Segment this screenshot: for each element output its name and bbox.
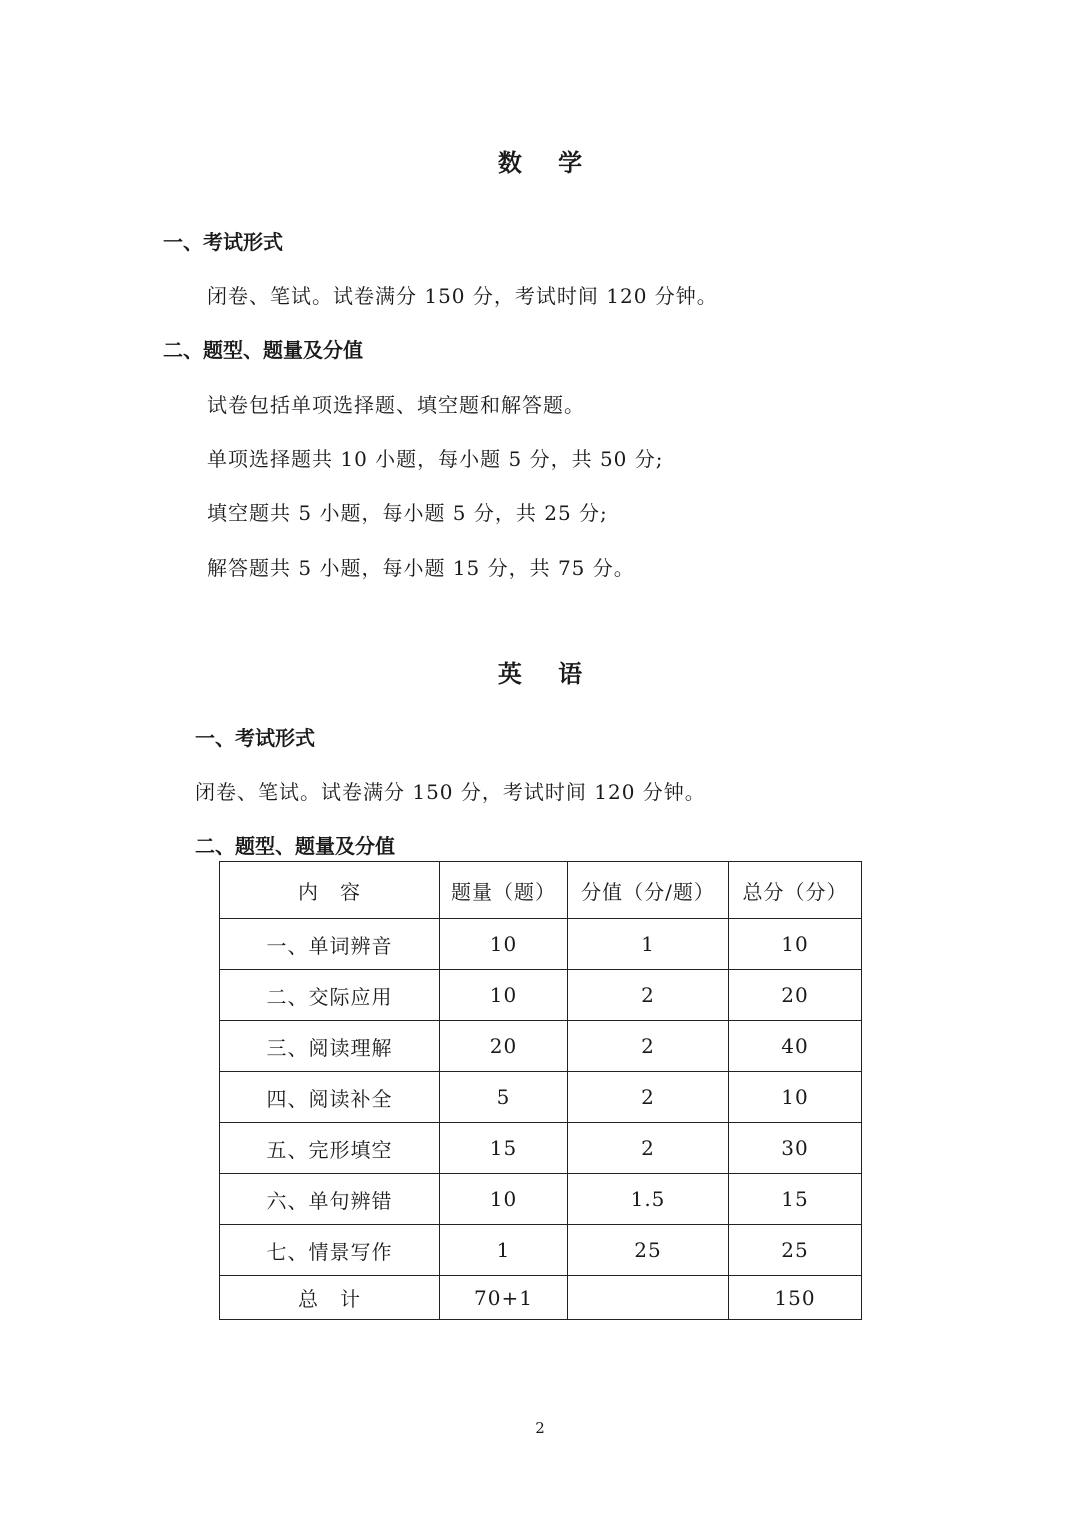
table-cell-points-each: 2 bbox=[568, 1123, 729, 1174]
table-cell-points-each: 2 bbox=[568, 1072, 729, 1123]
table-cell-content: 一、单词辨音 bbox=[220, 919, 440, 970]
table-cell-content: 五、完形填空 bbox=[220, 1123, 440, 1174]
math-section1-heading: 一、考试形式 bbox=[163, 230, 283, 254]
english-score-table bbox=[219, 861, 862, 1320]
table-cell-total: 30 bbox=[729, 1123, 862, 1174]
table-row bbox=[220, 1123, 862, 1174]
table-cell-content: 三、阅读理解 bbox=[220, 1021, 440, 1072]
table-header-cell: 总分（分） bbox=[729, 862, 862, 919]
math-question-types-line: 试卷包括单项选择题、填空题和解答题。 bbox=[207, 393, 585, 417]
math-question-types-line: 单项选择题共 10 小题，每小题 5 分，共 50 分; bbox=[207, 447, 664, 471]
table-cell-count: 20 bbox=[440, 1021, 568, 1072]
table-row bbox=[220, 1174, 862, 1225]
table-row bbox=[220, 970, 862, 1021]
english-section2-heading: 二、题型、题量及分值 bbox=[195, 834, 395, 858]
table-header-cell: 内 容 bbox=[220, 862, 440, 919]
table-cell-content: 二、交际应用 bbox=[220, 970, 440, 1021]
table-row bbox=[220, 1021, 862, 1072]
table-header-cell: 题量（题） bbox=[440, 862, 568, 919]
table-total-count: 70+1 bbox=[440, 1276, 568, 1320]
table-row bbox=[220, 919, 862, 970]
page-number: 2 bbox=[535, 1419, 545, 1437]
table-cell-count: 10 bbox=[440, 970, 568, 1021]
math-title: 数 学 bbox=[497, 148, 597, 177]
table-total-label: 总 计 bbox=[220, 1276, 440, 1320]
table-cell-total: 25 bbox=[729, 1225, 862, 1276]
table-cell-points-each: 1.5 bbox=[568, 1174, 729, 1225]
table-cell-points-each: 2 bbox=[568, 970, 729, 1021]
math-question-types-line: 解答题共 5 小题，每小题 15 分，共 75 分。 bbox=[207, 556, 635, 580]
table-row bbox=[220, 1225, 862, 1276]
table-cell-count: 5 bbox=[440, 1072, 568, 1123]
table-total-row bbox=[220, 1276, 862, 1320]
table-row bbox=[220, 1072, 862, 1123]
table-cell-content: 四、阅读补全 bbox=[220, 1072, 440, 1123]
table-cell-content: 六、单句辨错 bbox=[220, 1174, 440, 1225]
table-cell-total: 10 bbox=[729, 919, 862, 970]
table-cell-points-each: 2 bbox=[568, 1021, 729, 1072]
table-cell-content: 七、情景写作 bbox=[220, 1225, 440, 1276]
table-cell-total: 10 bbox=[729, 1072, 862, 1123]
english-exam-format-text: 闭卷、笔试。试卷满分 150 分，考试时间 120 分钟。 bbox=[195, 780, 706, 804]
table-header-cell: 分值（分/题） bbox=[568, 862, 729, 919]
table-cell-total: 20 bbox=[729, 970, 862, 1021]
table-total-score: 150 bbox=[729, 1276, 862, 1320]
table-cell-count: 1 bbox=[440, 1225, 568, 1276]
table-cell-count: 10 bbox=[440, 1174, 568, 1225]
math-exam-format-text: 闭卷、笔试。试卷满分 150 分，考试时间 120 分钟。 bbox=[207, 284, 718, 308]
table-cell-points-each: 1 bbox=[568, 919, 729, 970]
table-header-row bbox=[220, 862, 862, 919]
math-section2-heading: 二、题型、题量及分值 bbox=[163, 338, 363, 362]
table-cell-total: 15 bbox=[729, 1174, 862, 1225]
table-cell-count: 10 bbox=[440, 919, 568, 970]
table-cell-total: 40 bbox=[729, 1021, 862, 1072]
english-section1-heading: 一、考试形式 bbox=[195, 726, 315, 750]
table-cell-points-each: 25 bbox=[568, 1225, 729, 1276]
math-question-types-line: 填空题共 5 小题，每小题 5 分，共 25 分; bbox=[207, 501, 608, 525]
english-title: 英 语 bbox=[497, 659, 597, 688]
table-total-points-each bbox=[568, 1276, 729, 1320]
table-cell-count: 15 bbox=[440, 1123, 568, 1174]
